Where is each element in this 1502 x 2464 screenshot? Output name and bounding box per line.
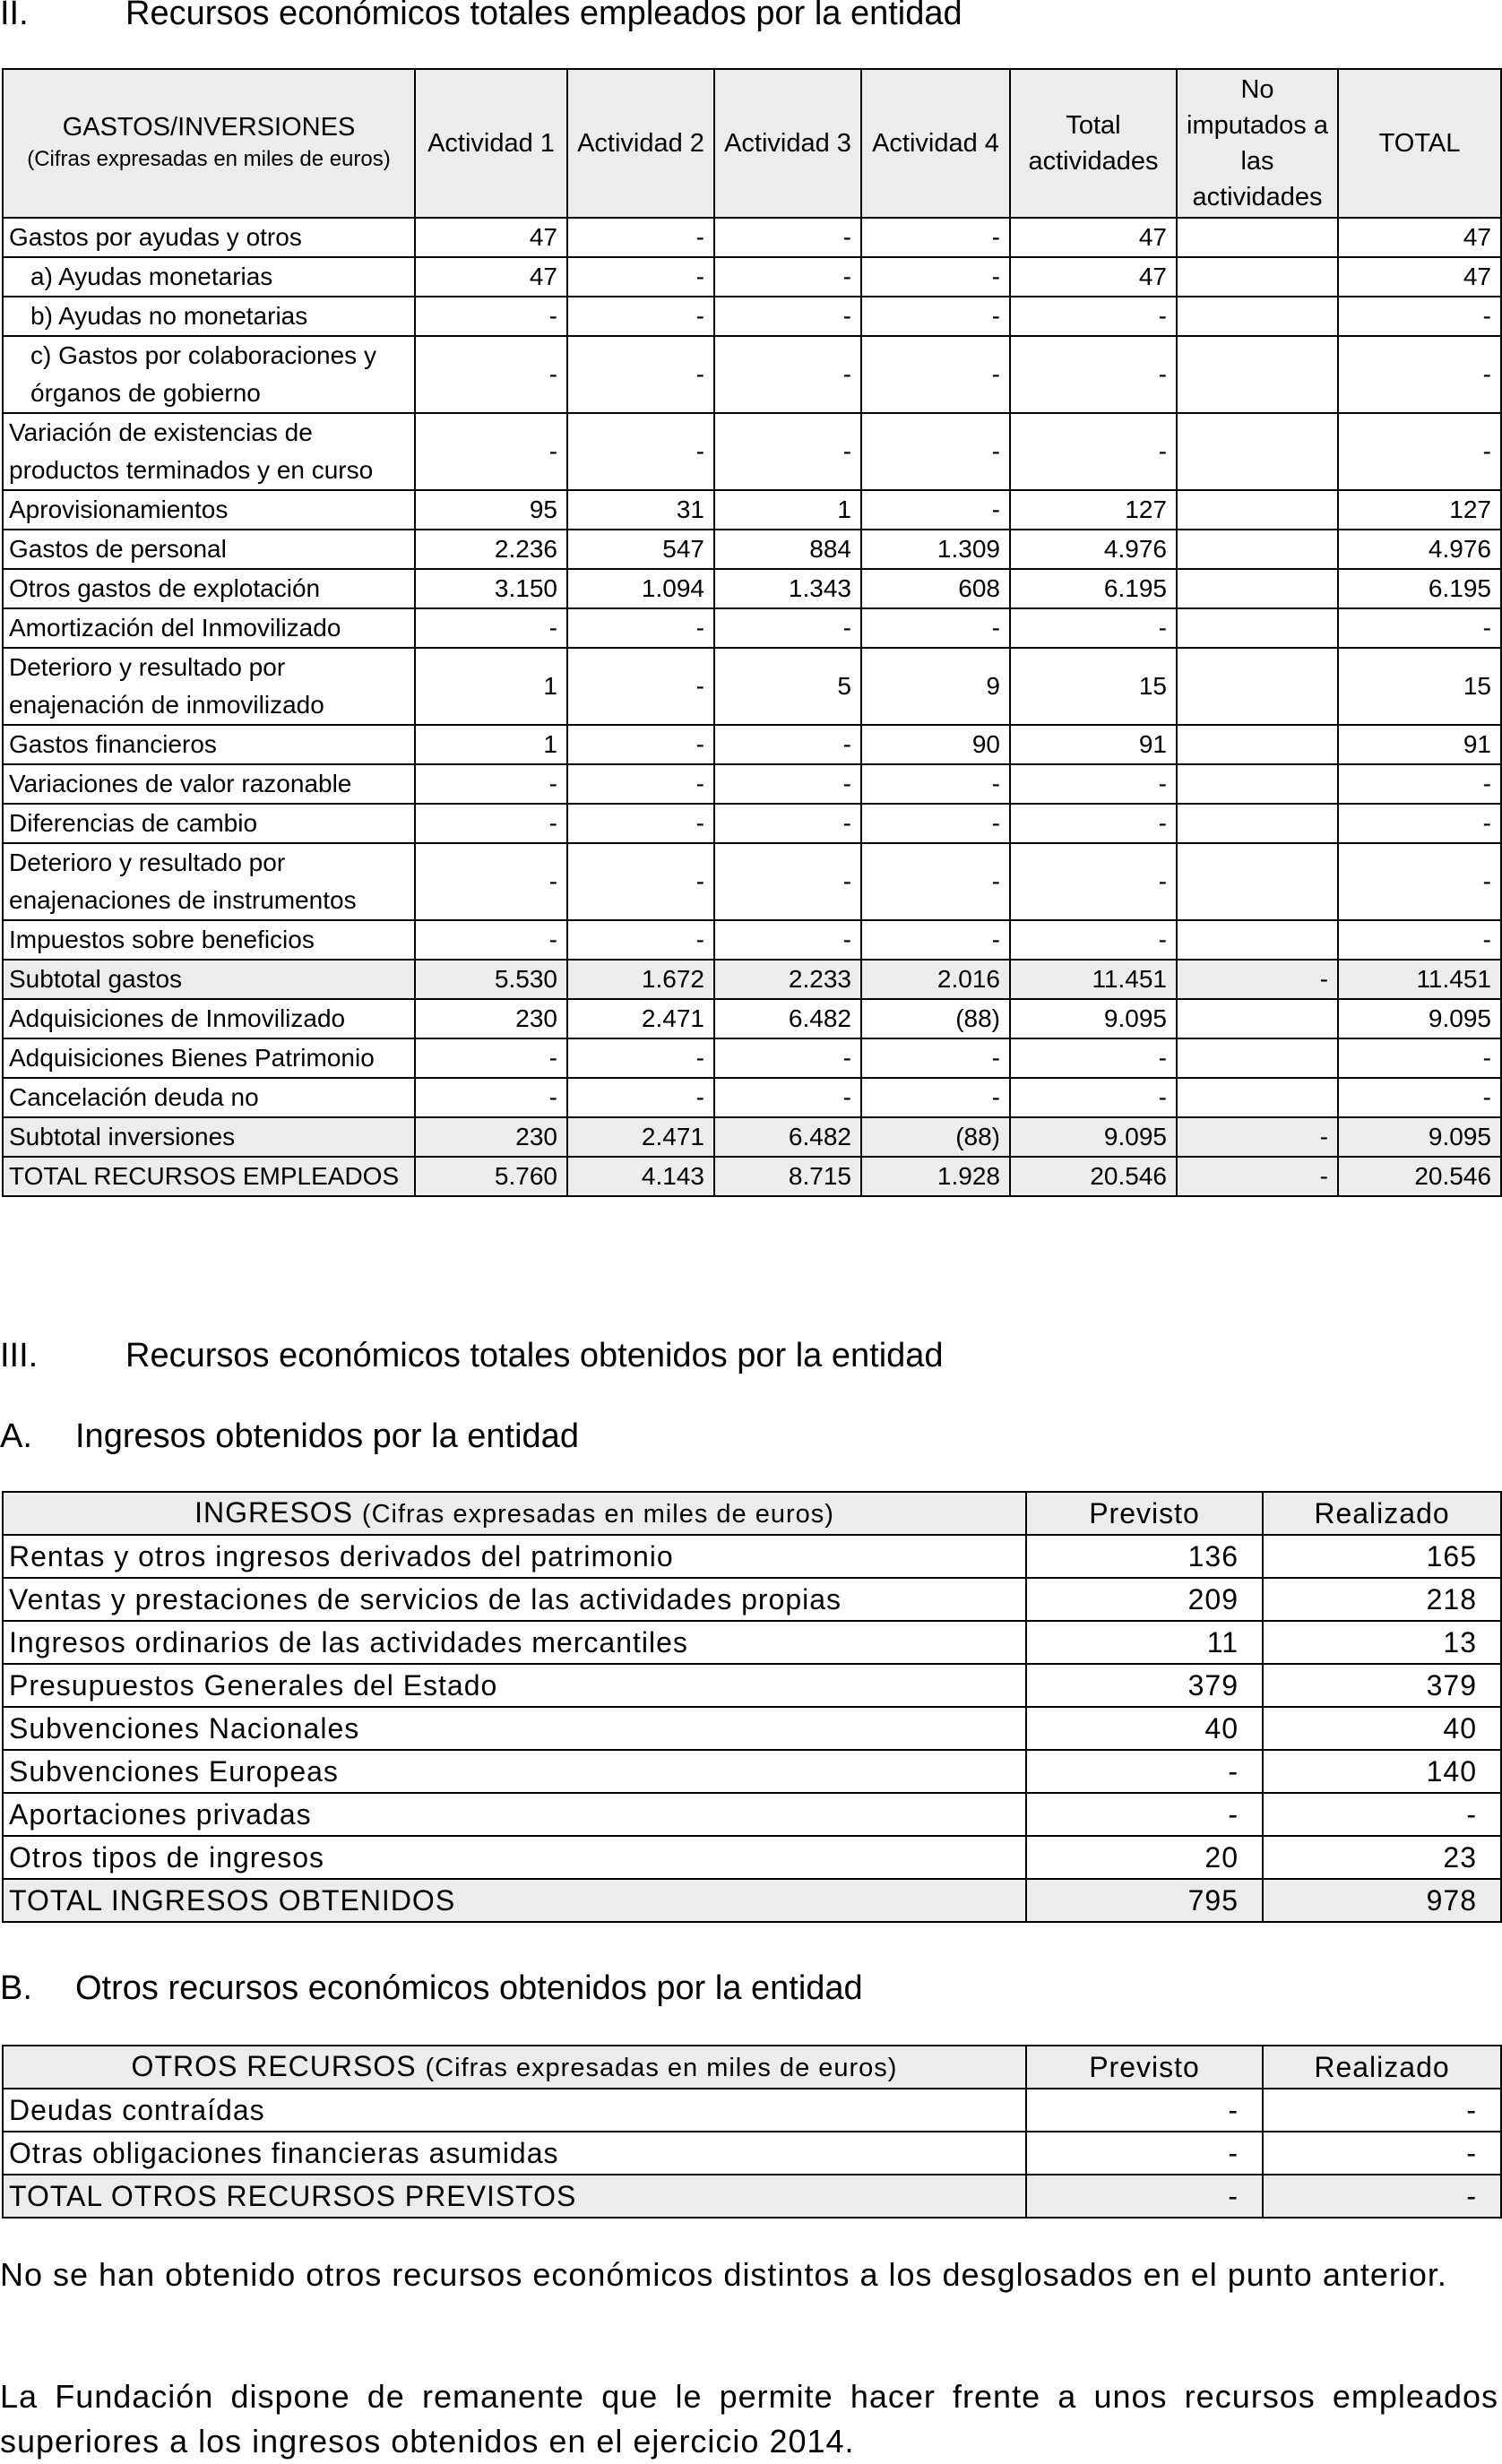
row-value: 47 [1010,257,1177,297]
row-value: 4.976 [1010,530,1177,569]
row-label: Otros tipos de ingresos [3,1836,1026,1879]
row-value: - [415,1078,567,1117]
row-value: - [861,297,1010,336]
ingresos-table [2,1491,1502,1923]
row-label: Impuestos sobre beneficios [3,920,415,960]
row-value: - [1338,843,1501,920]
row-value: 230 [415,999,567,1038]
header-otros-recursos: OTROS RECURSOS (Cifras expresadas en miles de euros) [3,2046,1026,2089]
row-value: - [861,490,1010,530]
row-value: - [415,764,567,804]
table-row [3,1664,1501,1707]
row-value: 47 [1338,218,1501,257]
row-label: Ingresos ordinarios de las actividades mercantiles [3,1621,1026,1664]
row-value: - [1010,764,1177,804]
table-header-row [3,2046,1501,2089]
previsto-value: 136 [1026,1535,1263,1578]
table-row [3,2132,1501,2175]
row-value: - [1338,336,1501,413]
row-value: 11.451 [1010,960,1177,999]
table-row [3,257,1501,297]
row-value: 31 [567,490,714,530]
row-value: - [861,413,1010,490]
header-actividad-2: Actividad 2 [567,69,714,218]
row-value: 608 [861,569,1010,608]
header-previsto: Previsto [1026,1492,1263,1535]
row-value: - [861,336,1010,413]
row-label: Gastos de personal [3,530,415,569]
row-value: 95 [415,490,567,530]
previsto-value: - [1026,1750,1263,1793]
header-actividad-4: Actividad 4 [861,69,1010,218]
realizado-value: 13 [1263,1621,1501,1664]
row-value [1177,804,1338,843]
row-label: Variación de existencias de productos terminados y en curso [3,413,415,490]
row-value: 127 [1338,490,1501,530]
row-value [1177,569,1338,608]
otros-table-body [3,2089,1501,2218]
row-value: 11.451 [1338,960,1501,999]
gastos-table-body [3,218,1501,1196]
row-value: - [1338,804,1501,843]
row-value: - [861,843,1010,920]
row-value [1177,648,1338,725]
section-title: Recursos económicos totales obtenidos por la entidad [125,1337,944,1374]
section-title: Ingresos obtenidos por la entidad [75,1417,579,1455]
row-label: Subvenciones Europeas [3,1750,1026,1793]
realizado-value: 165 [1263,1535,1501,1578]
row-value: - [1010,1038,1177,1078]
section-ii-heading [0,0,962,32]
row-value: 6.482 [714,999,861,1038]
table-row [3,530,1501,569]
row-value: 1.343 [714,569,861,608]
header-total-actividades: Total actividades [1010,69,1177,218]
row-label: Cancelación deuda no [3,1078,415,1117]
table-row [3,569,1501,608]
table-row [3,1836,1501,1879]
row-value: 1.672 [567,960,714,999]
section-title: Recursos económicos totales empleados por la entidad [125,0,962,32]
row-label: Deterioro y resultado por enajenaciones de instrumentos [3,843,415,920]
row-value: - [1177,1117,1338,1157]
row-value: 9 [861,648,1010,725]
table-row [3,297,1501,336]
section-number: B. [0,1969,32,2007]
row-value: 90 [861,725,1010,764]
row-value: - [1010,920,1177,960]
row-value: 2.471 [567,999,714,1038]
row-value: - [415,843,567,920]
row-label: TOTAL INGRESOS OBTENIDOS [3,1879,1026,1922]
row-value: - [714,920,861,960]
row-label: Aportaciones privadas [3,1793,1026,1836]
section-number: III. [0,1337,39,1374]
previsto-value: - [1026,1793,1263,1836]
row-label: Ventas y prestaciones de servicios de las actividades propias [3,1578,1026,1621]
table-row [3,1535,1501,1578]
table-row [3,413,1501,490]
table-row [3,490,1501,530]
row-label: Gastos por ayudas y otros [3,218,415,257]
realizado-value: 379 [1263,1664,1501,1707]
previsto-value: 209 [1026,1578,1263,1621]
row-value: - [714,843,861,920]
row-value: - [567,1078,714,1117]
row-value: - [567,648,714,725]
paragraph-remanente: La Fundación dispone de remanente que le permite hacer frente a unos recursos empleados superiores a los ingresos obtenidos en el ejercicio 2014. [0,2378,1498,2460]
section-a-heading [0,1417,579,1455]
table-row [3,1707,1501,1750]
previsto-value: 11 [1026,1621,1263,1664]
table-row [3,1157,1501,1196]
header-realizado: Realizado [1263,1492,1501,1535]
row-value: 47 [415,257,567,297]
header-ingresos: INGRESOS (Cifras expresadas en miles de euros) [3,1492,1026,1535]
row-value: 47 [1010,218,1177,257]
row-value [1177,999,1338,1038]
row-value: - [567,297,714,336]
row-value: 3.150 [415,569,567,608]
header-previsto: Previsto [1026,2046,1263,2089]
realizado-value: - [1263,1793,1501,1836]
row-value: 1 [415,648,567,725]
row-value: 2.016 [861,960,1010,999]
row-value [1177,530,1338,569]
row-value: - [1338,1038,1501,1078]
header-total: TOTAL [1338,69,1501,218]
table-row [3,1621,1501,1664]
row-value [1177,843,1338,920]
row-value: 9.095 [1010,999,1177,1038]
row-value: - [714,297,861,336]
row-label: Rentas y otros ingresos derivados del patrimonio [3,1535,1026,1578]
row-value: 230 [415,1117,567,1157]
row-value: - [714,413,861,490]
row-value: - [1010,843,1177,920]
row-value: 9.095 [1338,1117,1501,1157]
header-realizado: Realizado [1263,2046,1501,2089]
row-value [1177,608,1338,648]
row-label: Gastos financieros [3,725,415,764]
previsto-value: 379 [1026,1664,1263,1707]
row-value: 1 [415,725,567,764]
row-value: - [567,336,714,413]
row-value: - [567,257,714,297]
row-label: c) Gastos por colaboraciones y órganos de gobierno [3,336,415,413]
table-row [3,999,1501,1038]
row-value: - [567,608,714,648]
realizado-value: 40 [1263,1707,1501,1750]
row-value: - [861,764,1010,804]
row-value: 9.095 [1338,999,1501,1038]
table-row [3,1117,1501,1157]
row-value: - [415,920,567,960]
row-value: - [567,804,714,843]
previsto-value: - [1026,2132,1263,2175]
row-value: 1.309 [861,530,1010,569]
row-value: - [1010,608,1177,648]
row-value: - [1010,413,1177,490]
row-value: 1.094 [567,569,714,608]
row-label: Otras obligaciones financieras asumidas [3,2132,1026,2175]
row-value: (88) [861,1117,1010,1157]
row-value: 6.482 [714,1117,861,1157]
row-label: TOTAL RECURSOS EMPLEADOS [3,1157,415,1196]
previsto-value: 795 [1026,1879,1263,1922]
row-value: - [861,1038,1010,1078]
header-actividad-1: Actividad 1 [415,69,567,218]
row-value: - [1010,336,1177,413]
table-row [3,920,1501,960]
row-value: - [1338,608,1501,648]
row-value: - [1338,1078,1501,1117]
row-label: Deterioro y resultado por enajenación de inmovilizado [3,648,415,725]
row-value: - [1010,804,1177,843]
row-value: 4.143 [567,1157,714,1196]
table-row [3,725,1501,764]
row-value: 2.236 [415,530,567,569]
row-value: - [415,804,567,843]
row-value: 6.195 [1338,569,1501,608]
row-value: - [1177,1157,1338,1196]
gastos-inversiones-table [2,68,1502,1197]
row-value: - [861,804,1010,843]
table-row [3,1078,1501,1117]
header-gastos-inversiones: GASTOS/INVERSIONES (Cifras expresadas en miles de euros) [3,69,415,218]
row-value: - [567,764,714,804]
row-value: - [714,764,861,804]
row-value: - [567,725,714,764]
row-value: - [714,218,861,257]
paragraph-no-otros-recursos: No se han obtenido otros recursos económicos distintos a los desglosados en el punto anterior. [0,2256,1447,2293]
table-row [3,843,1501,920]
row-value: - [1177,960,1338,999]
row-label: Adquisiciones Bienes Patrimonio [3,1038,415,1078]
row-label: Presupuestos Generales del Estado [3,1664,1026,1707]
row-value: - [714,1078,861,1117]
header-no-imputados: No imputados a las actividades [1177,69,1338,218]
row-value: 5.760 [415,1157,567,1196]
row-label: Aprovisionamientos [3,490,415,530]
table-row [3,1879,1501,1922]
row-value: - [567,1038,714,1078]
row-label: Otros gastos de explotación [3,569,415,608]
row-label: Adquisiciones de Inmovilizado [3,999,415,1038]
section-number: A. [0,1417,32,1455]
row-label: Diferencias de cambio [3,804,415,843]
row-label: Subvenciones Nacionales [3,1707,1026,1750]
row-value [1177,764,1338,804]
row-value: 8.715 [714,1157,861,1196]
row-value: - [1338,764,1501,804]
row-value: - [861,218,1010,257]
row-value: - [415,413,567,490]
row-value: 2.233 [714,960,861,999]
row-label: TOTAL OTROS RECURSOS PREVISTOS [3,2175,1026,2218]
row-value: 91 [1010,725,1177,764]
row-label: b) Ayudas no monetarias [3,297,415,336]
row-value: - [714,804,861,843]
row-value: 547 [567,530,714,569]
table-row [3,218,1501,257]
row-value: - [714,608,861,648]
realizado-value: - [1263,2132,1501,2175]
row-value: - [861,1078,1010,1117]
row-value [1177,336,1338,413]
previsto-value: 20 [1026,1836,1263,1879]
row-value [1177,1038,1338,1078]
row-value: 15 [1010,648,1177,725]
realizado-value: 23 [1263,1836,1501,1879]
row-value: 4.976 [1338,530,1501,569]
table-row [3,1793,1501,1836]
section-title: Otros recursos económicos obtenidos por la entidad [75,1969,863,2007]
row-value: 5 [714,648,861,725]
row-value: - [1338,297,1501,336]
row-value: - [567,218,714,257]
section-iii-heading [0,1337,944,1374]
ingresos-table-body [3,1535,1501,1922]
row-value: 15 [1338,648,1501,725]
previsto-value: 40 [1026,1707,1263,1750]
row-value: - [714,725,861,764]
table-header-row [3,69,1501,218]
row-value: - [567,413,714,490]
row-value [1177,297,1338,336]
row-value: 9.095 [1010,1117,1177,1157]
row-value: - [861,257,1010,297]
row-value: 20.546 [1010,1157,1177,1196]
table-row [3,336,1501,413]
previsto-value: - [1026,2175,1263,2218]
table-row [3,608,1501,648]
row-value: - [714,336,861,413]
row-value: - [415,297,567,336]
realizado-value: 140 [1263,1750,1501,1793]
row-value: 20.546 [1338,1157,1501,1196]
row-value: 47 [415,218,567,257]
table-header-row [3,1492,1501,1535]
table-row [3,1578,1501,1621]
realizado-value: - [1263,2175,1501,2218]
row-value [1177,490,1338,530]
section-number: II. [0,0,29,32]
table-row [3,960,1501,999]
table-row [3,2089,1501,2132]
row-label: Subtotal gastos [3,960,415,999]
section-b-heading [0,1969,863,2007]
row-value: - [1338,413,1501,490]
table-row [3,2175,1501,2218]
row-value: - [861,920,1010,960]
row-value: 6.195 [1010,569,1177,608]
row-label: a) Ayudas monetarias [3,257,415,297]
row-value: - [567,920,714,960]
table-row [3,1038,1501,1078]
row-value: - [1338,920,1501,960]
row-value: - [415,608,567,648]
row-value: - [567,843,714,920]
row-value: - [415,1038,567,1078]
row-value [1177,1078,1338,1117]
row-value [1177,218,1338,257]
row-value: (88) [861,999,1010,1038]
row-value: 5.530 [415,960,567,999]
table-row [3,648,1501,725]
header-actividad-3: Actividad 3 [714,69,861,218]
row-value [1177,257,1338,297]
row-value: 127 [1010,490,1177,530]
table-row [3,1750,1501,1793]
row-label: Deudas contraídas [3,2089,1026,2132]
row-value: - [714,1038,861,1078]
row-value: - [415,336,567,413]
row-label: Variaciones de valor razonable [3,764,415,804]
row-value: - [714,257,861,297]
row-value: 47 [1338,257,1501,297]
row-value: 884 [714,530,861,569]
realizado-value: 218 [1263,1578,1501,1621]
row-value: - [861,608,1010,648]
realizado-value: - [1263,2089,1501,2132]
previsto-value: - [1026,2089,1263,2132]
row-label: Amortización del Inmovilizado [3,608,415,648]
realizado-value: 978 [1263,1879,1501,1922]
table-row [3,804,1501,843]
row-value: - [1010,1078,1177,1117]
row-value [1177,413,1338,490]
row-value: - [1010,297,1177,336]
row-value: 1 [714,490,861,530]
row-value [1177,725,1338,764]
otros-recursos-table [2,2045,1502,2218]
row-value [1177,920,1338,960]
row-value: 1.928 [861,1157,1010,1196]
table-row [3,764,1501,804]
row-value: 2.471 [567,1117,714,1157]
row-label: Subtotal inversiones [3,1117,415,1157]
row-value: 91 [1338,725,1501,764]
